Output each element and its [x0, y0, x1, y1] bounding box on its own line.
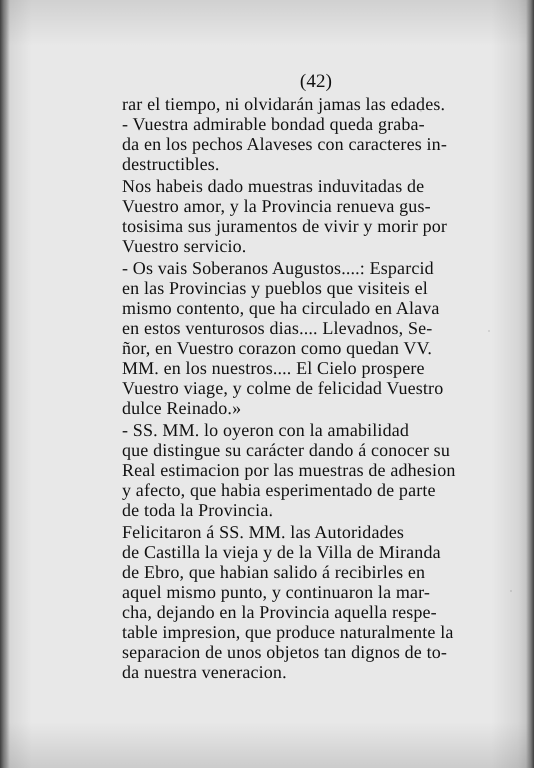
- text-line: en estos venturosos dias.... Llevadnos, Se-: [122, 318, 433, 338]
- text-line: destructibles.: [122, 154, 220, 174]
- text-line: aquel mismo punto, y continuaron la mar-: [122, 582, 431, 602]
- page-edge-shadow: [526, 0, 534, 768]
- text-line: Felicitaron á SS. MM. las Autoridades: [122, 522, 405, 542]
- text-line: y afecto, que habia esperimentado de parte: [122, 480, 436, 500]
- text-line: que distingue su carácter dando á conocer su: [122, 440, 450, 460]
- text-line: rar el tiempo, ni olvidarán jamas las edades.: [122, 94, 446, 114]
- text-line: tosisima sus juramentos de vivir y morir por: [122, 216, 448, 236]
- text-line: separacion de unos objetos tan dignos de to-: [122, 642, 448, 662]
- text-line: de Castilla la vieja y de la Villa de Miranda: [122, 542, 441, 562]
- page-number: (42): [299, 71, 333, 92]
- text-line: - Os vais Soberanos Augustos....: Esparcid: [122, 258, 434, 278]
- text-line: dulce Reinado.»: [122, 398, 242, 418]
- speckle: [164, 242, 166, 244]
- speckle: [420, 110, 422, 112]
- text-line: ñor, en Vuestro corazon como quedan VV.: [122, 338, 432, 358]
- text-line: Vuestro servicio.: [122, 236, 247, 256]
- text-line: Vuestro viage, y colme de felicidad Vuestro: [122, 378, 444, 398]
- page-binding-shadow: [0, 0, 10, 768]
- text-line: table impresion, que produce naturalmente la: [122, 622, 454, 642]
- text-line: de toda la Provincia.: [122, 500, 274, 520]
- text-line: da en los pechos Alaveses con caracteres in-: [122, 134, 447, 154]
- text-line: Nos habeis dado muestras induvitadas de: [122, 176, 425, 196]
- text-line: da nuestra veneracion.: [122, 662, 287, 682]
- text-line: mismo contento, que ha circulado en Alava: [122, 298, 440, 318]
- text-line: MM. en los nuestros.... El Cielo prospere: [122, 358, 425, 378]
- text-line: en las Provincias y pueblos que visiteis el: [122, 278, 428, 298]
- speckle: [510, 590, 512, 592]
- text-line: de Ebro, que habian salido á recibirles en: [122, 562, 426, 582]
- text-line: cha, dejando en la Provincia aquella respe-: [122, 602, 437, 622]
- text-line: Vuestro amor, y la Provincia renueva gus-: [122, 196, 431, 216]
- text-line: Real estimacion por las muestras de adhesion: [122, 460, 456, 480]
- text-line: - Vuestra admirable bondad queda graba-: [122, 114, 425, 134]
- page-content: [122, 71, 504, 682]
- speckle: [488, 330, 490, 332]
- speckle: [270, 512, 272, 514]
- text-line: - SS. MM. lo oyeron con la amabilidad: [122, 420, 410, 440]
